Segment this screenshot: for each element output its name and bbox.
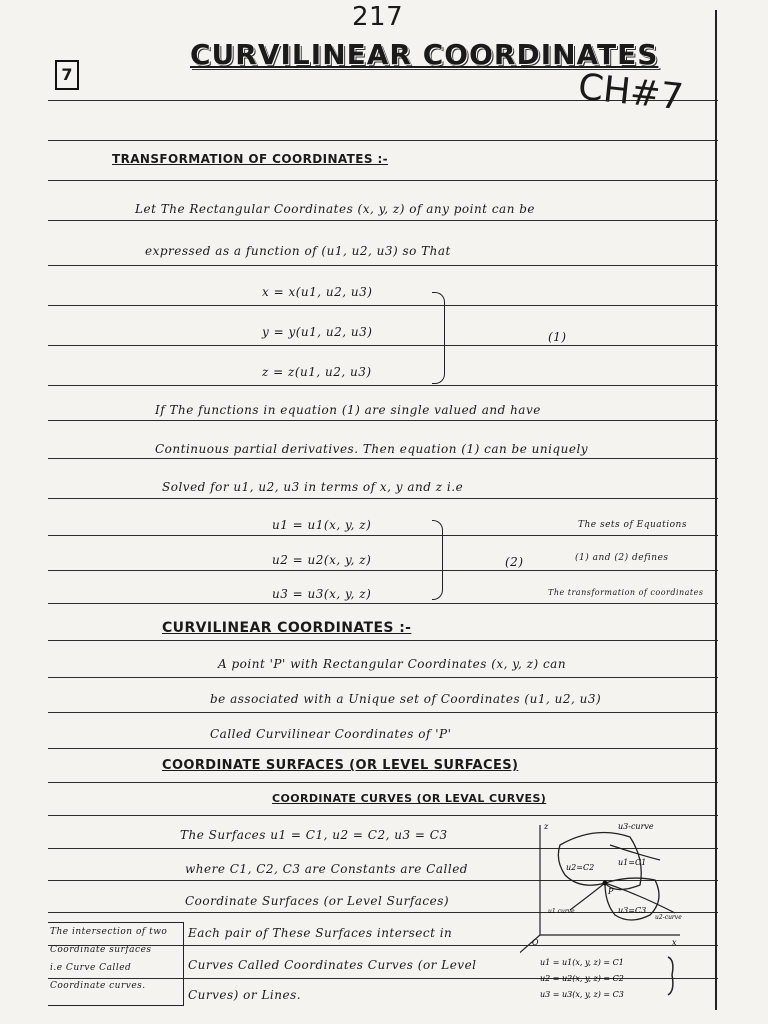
side-note-line2: Coordinate surfaces — [50, 945, 152, 955]
fig-label-u2-curve: u2-curve — [655, 914, 682, 921]
para4-line1: The Surfaces u1 = C1, u2 = C2, u3 = C3 — [180, 828, 448, 842]
chapter-label: CH#7 — [576, 66, 686, 119]
para1-line1: Let The Rectangular Coordinates (x, y, z) of any point can be — [135, 202, 536, 216]
eq2-u1: u1 = u1(x, y, z) — [272, 518, 372, 532]
chapter-box-number: 7 — [61, 65, 73, 84]
fig-label-z: z — [544, 822, 549, 831]
fig-label-point: P — [608, 887, 614, 896]
eq1-brace — [432, 292, 445, 384]
side-note-line1: The intersection of two — [50, 927, 168, 937]
para4-line2: where C1, C2, C3 are Constants are Called — [185, 862, 468, 876]
para4-line6: Curves) or Lines. — [188, 988, 302, 1002]
para3-line1: A point 'P' with Rectangular Coordinates (x, y, z) can — [218, 657, 567, 671]
fig-label-u3-curve: u3-curve — [618, 822, 654, 831]
section-heading-coordinate-curves: COORDINATE CURVES (OR LEVAL CURVES) — [272, 792, 547, 805]
eq1-z: z = z(u1, u2, u3) — [262, 365, 372, 379]
fig-label-u1-c1: u1=C1 — [618, 858, 647, 867]
page-number: 217 — [352, 2, 404, 32]
para2-line1: If The functions in equation (1) are single valued and have — [155, 403, 541, 417]
eq2-note-line2: (1) and (2) defines — [575, 553, 669, 563]
para3-line3: Called Curvilinear Coordinates of 'P' — [210, 727, 452, 741]
eq2-note-line1: The sets of Equations — [578, 520, 687, 530]
chapter-box — [55, 60, 79, 90]
eq1-x: x = x(u1, u2, u3) — [262, 285, 373, 299]
para3-line2: be associated with a Unique set of Coordinates (u1, u2, u3) — [210, 692, 602, 706]
margin-line — [715, 10, 717, 1010]
fig-label-origin: O — [532, 938, 539, 947]
section-heading-coordinate-surfaces: COORDINATE SURFACES (OR LEVEL SURFACES) — [162, 758, 519, 773]
para4-line3: Coordinate Surfaces (or Level Surfaces) — [185, 894, 450, 908]
fig-label-u2-c2: u2=C2 — [566, 863, 595, 872]
para4-line5: Curves Called Coordinates Curves (or Level — [188, 958, 477, 972]
fig-eq-u3: u3 = u3(x, y, z) = C3 — [540, 990, 624, 999]
eq1-y: y = y(u1, u2, u3) — [262, 325, 373, 339]
u1-curve-line — [570, 883, 605, 910]
para2-line3: Solved for u1, u2, u3 in terms of x, y and z i.e — [162, 480, 464, 494]
eq2-note-line3: The transformation of coordinates — [548, 588, 704, 597]
point-p — [603, 881, 608, 886]
page-title: CURVILINEAR COORDINATES — [190, 38, 659, 71]
fig-eq-brace — [668, 957, 673, 995]
fig-label-x: x — [672, 938, 677, 947]
section-heading-transformation: TRANSFORMATION OF COORDINATES :- — [112, 152, 389, 166]
side-note-line4: Coordinate curves. — [50, 981, 146, 991]
coordinate-curves-figure — [520, 815, 715, 1010]
eq2-u3: u3 = u3(x, y, z) — [272, 587, 372, 601]
para1-line2: expressed as a function of (u1, u2, u3) so That — [145, 244, 451, 258]
section-heading-curvilinear: CURVILINEAR COORDINATES :- — [162, 620, 412, 636]
eq2-label: (2) — [505, 555, 524, 569]
eq2-u2: u2 = u2(x, y, z) — [272, 553, 372, 567]
fig-eq-u2: u2 = u2(x, y, z) = C2 — [540, 974, 624, 983]
eq1-label: (1) — [548, 330, 567, 344]
side-note-line3: i.e Curve Called — [50, 963, 132, 973]
para2-line2: Continuous partial derivatives. Then equation (1) can be uniquely — [155, 442, 589, 456]
fig-label-u1-curve: u1 curve — [548, 908, 575, 915]
eq2-brace — [432, 520, 443, 600]
fig-label-u3-c3: u3=C3 — [618, 906, 647, 915]
para4-line4: Each pair of These Surfaces intersect in — [188, 926, 453, 940]
fig-eq-u1: u1 = u1(x, y, z) = C1 — [540, 958, 624, 967]
